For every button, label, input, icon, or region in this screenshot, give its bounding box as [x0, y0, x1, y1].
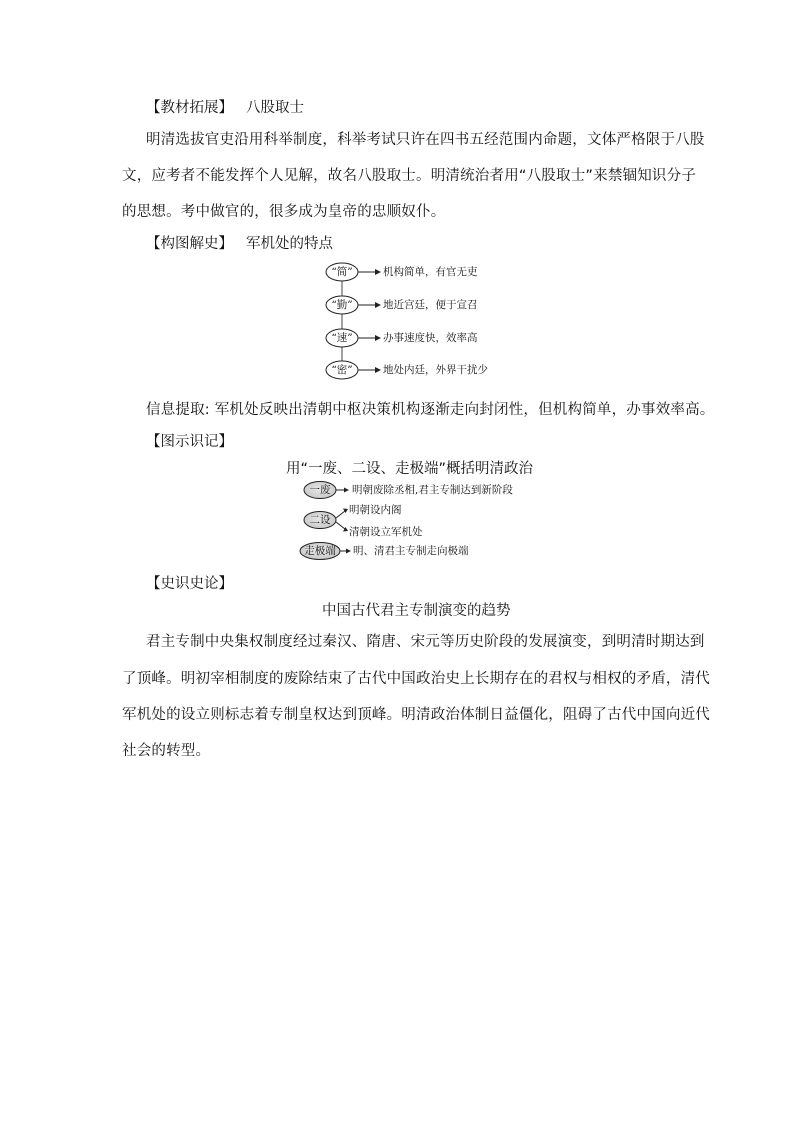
grand-council-diagram [320, 258, 520, 388]
diagram-node: “速” [331, 332, 353, 344]
diagram-row-extreme [300, 543, 469, 560]
paragraph-line: 社会的转型。 [122, 743, 211, 759]
diagram-node: 走极端 [304, 545, 336, 557]
paragraph-line: 了顶峰。明初宰相制度的废除结束了古代中国政治史上长期存在的君权与相权的矛盾，清代 [122, 671, 710, 687]
diagram-row-establish [304, 503, 423, 538]
diagram-label: 明、清君主专制走向极端 [353, 545, 469, 557]
paragraph-line: 君主专制中央集权制度经过秦汉、隋唐、宋元等历史阶段的发展演变，到明清时期达到 [146, 634, 705, 650]
paragraph-line: 文，应考者不能发挥个人见解，故名八股取士。明清统治者用“八股取士”来禁锢知识分子 [122, 168, 697, 184]
ming-qing-politics-diagram [298, 480, 538, 564]
diagram-label: 办事速度快，效率高 [383, 332, 478, 344]
diagram-label: 明朝废除丞相,君主专制达到新阶段 [352, 484, 513, 496]
diagram-caption: 用“一废、二设、走极端”概括明清政治 [286, 461, 534, 477]
paragraph-line: 明清选拔官吏沿用科举制度，科举考试只许在四书五经范围内命题，文体严格限于八股 [146, 132, 705, 148]
diagram-node: 二设 [309, 514, 331, 526]
paragraph-line: 军机处的设立则标志着专制皇权达到顶峰。明清政治体制日益僵化，阻碍了古代中国向近代 [122, 707, 710, 723]
essay-title: 中国古代君主专制演变的趋势 [322, 603, 511, 619]
info-extraction: 信息提取: 军机处反映出清朝中枢决策机构逐渐走向封闭性，但机构简单，办事效率高。 [146, 402, 715, 418]
section-subtitle-grand-council: 军机处的特点 [246, 236, 333, 252]
diagram-node: “勤” [331, 299, 353, 311]
diagram-row-mi [326, 361, 488, 379]
section-heading-memory-diagram: 【图示识记】 [146, 434, 233, 450]
diagram-row-jian [326, 263, 478, 281]
paragraph-line: 的思想。考中做官的，很多成为皇帝的忠顺奴仆。 [122, 204, 446, 220]
diagram-row-abolish [304, 482, 513, 499]
diagram-label: 机构简单，有官无吏 [383, 266, 478, 278]
diagram-label: 清朝设立军机处 [349, 526, 423, 538]
section-subtitle-eight-legged-essay: 八股取士 [246, 100, 304, 116]
section-heading-textbook-extension: 【教材拓展】 [146, 100, 233, 116]
diagram-label: 地处内廷，外界干扰少 [383, 364, 488, 376]
section-heading-diagram-history: 【构图解史】 [146, 236, 233, 252]
diagram-node: 一废 [309, 484, 331, 496]
diagram-node: “密” [331, 364, 353, 376]
diagram-row-su [326, 329, 478, 347]
diagram-label: 地近宫廷，便于宣召 [383, 299, 478, 311]
diagram-label: 明朝设内阁 [349, 504, 402, 516]
diagram-node: “简” [331, 266, 353, 278]
section-heading-history-views: 【史识史论】 [146, 576, 233, 592]
diagram-row-qin [326, 296, 478, 314]
